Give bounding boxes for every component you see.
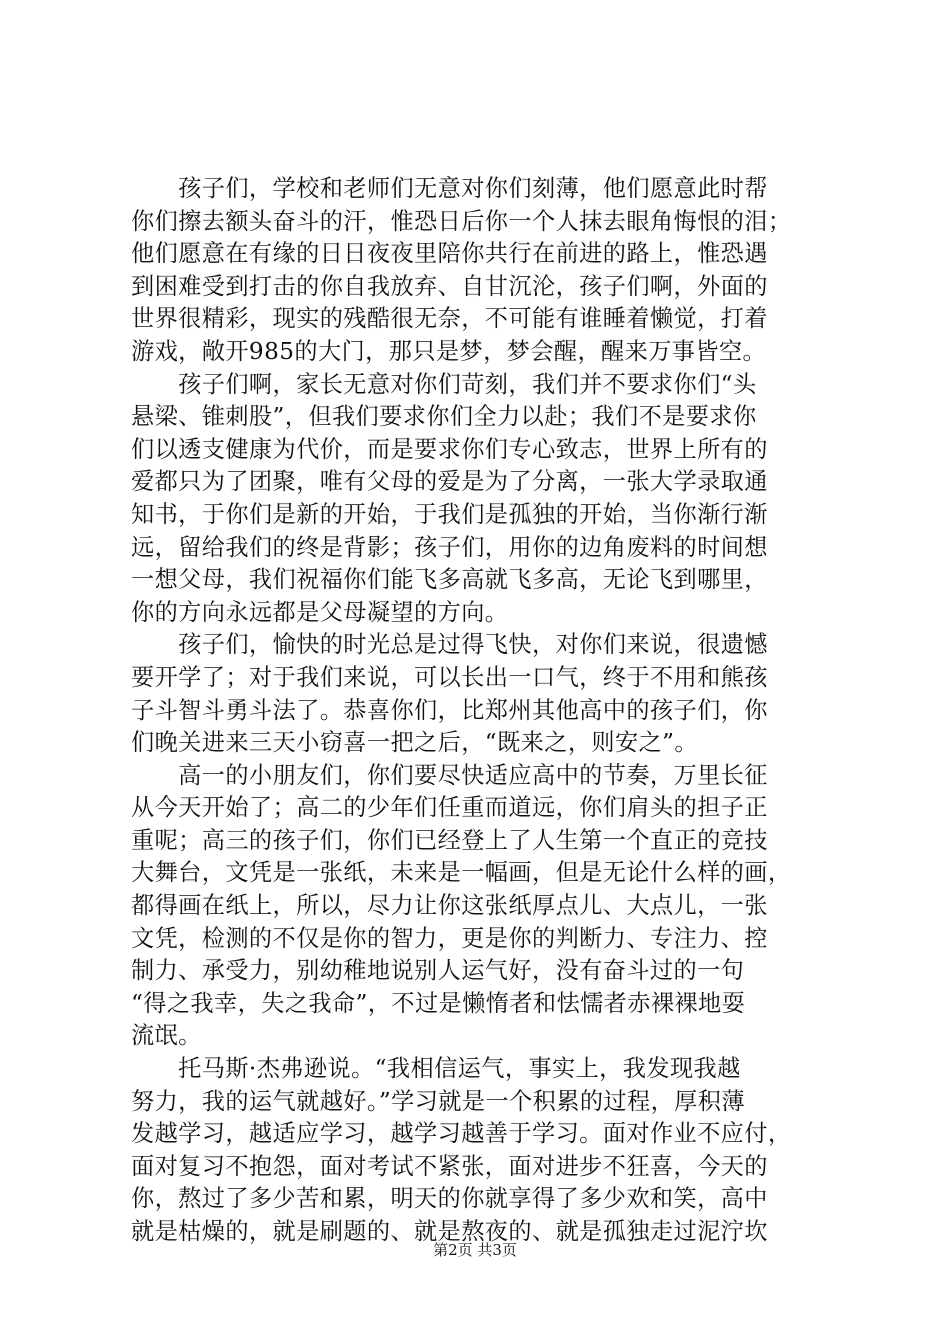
text-line: 从今天开始了；高二的少年们任重而道远，你们肩头的担子正 [131,794,768,822]
text-line: 到困难受到打击的你自我放弃、自甘沉沦，孩子们啊，外面的 [131,272,768,300]
text-line: 一想父母，我们祝福你们能飞多高就飞多高，无论飞到哪里， [131,566,768,594]
text-line: 远，留给我们的终是背影；孩子们，用你的边角废料的时间想 [131,533,768,561]
document-body [131,173,831,1249]
text-line: 大舞台，文凭是一张纸，未来是一幅画，但是无论什么样的画， [131,859,792,887]
text-line: 流氓。 [131,1022,202,1050]
page-footer: 第2页 共3页 [433,1241,517,1259]
text-line: 重呢；高三的孩子们，你们已经登上了人生第一个直正的竞技 [131,826,768,854]
text-line: 要开学了；对于我们来说，可以长出一口气，终于不用和熊孩 [131,663,768,691]
text-line: 子斗智斗勇斗法了。恭喜你们，比郑州其他高中的孩子们，你 [131,696,768,724]
text-line: “得之我幸，失之我命”，不过是懒惰者和怯懦者赤裸裸地耍 [131,989,746,1017]
text-line: 们晚关进来三天小窃喜一把之后，“既来之，则安之”。 [131,729,699,757]
text-line: 们以透支健康为代价，而是要求你们专心致志，世界上所有的 [131,435,768,463]
text-line: 高一的小朋友们，你们要尽快适应高中的节奏，万里长征 [131,761,768,789]
text-line: 制力、承受力，别幼稚地说别人运气好，没有奋斗过的一句 [131,957,745,985]
text-line: 孩子们，学校和老师们无意对你们刻薄，他们愿意此时帮 [131,175,768,202]
text-line: 悬梁、锥刺股”，但我们要求你们全力以赴；我们不是要求你 [131,403,757,431]
text-line: 孩子们，愉快的时光总是过得飞快，对你们来说，很遗憾 [131,631,768,659]
text-line: 你，熬过了多少苦和累，明天的你就享得了多少欢和笑，高中 [131,1185,768,1213]
text-line: 孩子们啊，家长无意对你们苛刻，我们并不要求你们“头 [131,370,757,398]
text-line: 你的方向永远都是父母凝望的方向。 [131,598,509,626]
text-line: 都得画在纸上，所以，尽力让你这张纸厚点儿、大点儿，一张 [131,892,768,920]
text-line: 发越学习，越适应学习，越学习越善于学习。面对作业不应付， [131,1120,792,1148]
text-line: 世界很精彩，现实的残酷很无奈，不可能有谁睡着懒觉，打着 [131,305,768,333]
text-line: 游戏，敞开985的大门，那只是梦，梦会醒，醒来万事皆空。 [131,337,767,365]
text-line: 你们擦去额头奋斗的汗，惟恐日后你一个人抹去眼角悔恨的泪； [131,207,792,235]
text-line: 文凭，检测的不仅是你的智力，更是你的判断力、专注力、控 [131,924,768,952]
text-line: 爱都只为了团聚，唯有父母的爱是为了分离，一张大学录取通 [131,468,768,496]
text-line: 知书，于你们是新的开始，于我们是孤独的开始，当你渐行渐 [131,500,768,528]
text-line: 努力，我的运气就越好。”学习就是一个积累的过程，厚积薄 [131,1087,745,1115]
text-line: 面对复习不抱怨，面对考试不紧张，面对进步不狂喜，今天的 [131,1152,768,1180]
text-line: 托马斯·杰弗逊说。“我相信运气，事实上，我发现我越 [131,1055,741,1083]
text-line: 他们愿意在有缘的日日夜夜里陪你共行在前进的路上，惟恐遇 [131,240,768,268]
text-line: 就是枯燥的，就是刷题的、就是熬夜的、就是孤独走过泥泞坎 [131,1218,768,1245]
